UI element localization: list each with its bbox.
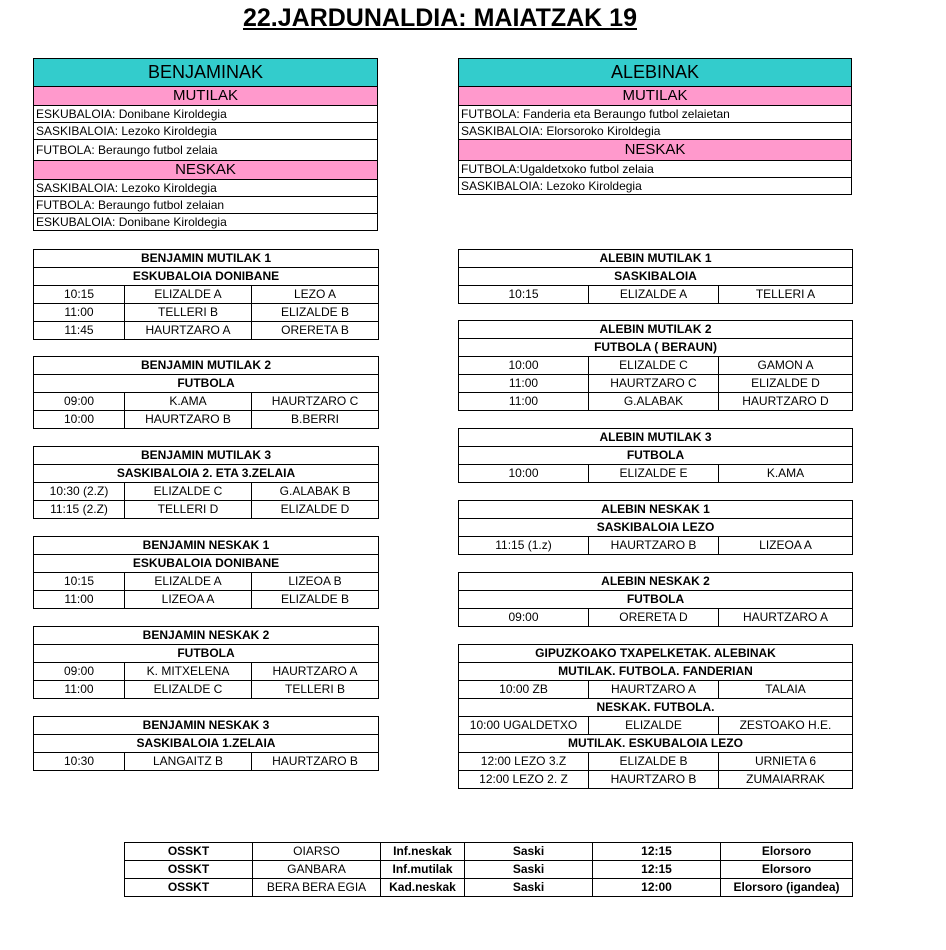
match-row [459, 753, 853, 771]
osskt-time: 12:15 [593, 861, 721, 879]
block-venue: SASKIBALOIA 1.ZELAIA [34, 735, 379, 753]
match-home-team: HAURTZARO A [125, 322, 252, 340]
match-home-team: LANGAITZ B [125, 753, 252, 771]
block-venue: SASKIBALOIA 2. ETA 3.ZELAIA [34, 465, 379, 483]
venue-line: ESKUBALOIA: Donibane Kiroldegia [34, 106, 378, 123]
block-title: BENJAMIN NESKAK 1 [34, 537, 379, 555]
alebinak-header: ALEBINAK [459, 59, 852, 87]
block-title: ALEBIN NESKAK 2 [459, 573, 853, 591]
block-title: ALEBIN NESKAK 1 [459, 501, 853, 519]
match-row [34, 286, 379, 304]
block-venue: MUTILAK. FUTBOLA. FANDERIAN [459, 663, 853, 681]
benjaminak-neskak-label: NESKAK [34, 161, 378, 180]
match-home-team: ELIZALDE C [125, 681, 252, 699]
match-home-team: HAURTZARO B [589, 771, 719, 789]
match-row [34, 573, 379, 591]
match-row [34, 393, 379, 411]
match-time: 10:00 ZB [459, 681, 589, 699]
match-row [459, 717, 853, 735]
match-row [459, 771, 853, 789]
match-row [459, 681, 853, 699]
match-home-team: HAURTZARO C [589, 375, 719, 393]
schedule-block [458, 500, 853, 555]
osskt-row [125, 879, 853, 897]
match-time: 09:00 [34, 393, 125, 411]
match-row [459, 375, 853, 393]
osskt-sport: Saski [465, 843, 593, 861]
match-row [459, 286, 853, 304]
match-away-team: ELIZALDE B [252, 591, 379, 609]
osskt-place: Elorsoro [721, 843, 853, 861]
block-title: BENJAMIN MUTILAK 3 [34, 447, 379, 465]
match-row [459, 393, 853, 411]
schedule-block [33, 356, 379, 429]
block-title: ALEBIN MUTILAK 1 [459, 250, 853, 268]
osskt-row [125, 861, 853, 879]
match-home-team: HAURTZARO A [589, 681, 719, 699]
venue-line: SASKIBALOIA: Lezoko Kiroldegia [34, 123, 378, 140]
match-away-team: TALAIA [719, 681, 853, 699]
block-title: BENJAMIN MUTILAK 2 [34, 357, 379, 375]
match-home-team: ELIZALDE C [589, 357, 719, 375]
match-time: 11:15 (1.z) [459, 537, 589, 555]
match-away-team: B.BERRI [252, 411, 379, 429]
match-home-team: TELLERI B [125, 304, 252, 322]
match-row [459, 537, 853, 555]
schedule-block [458, 428, 853, 483]
match-time: 11:00 [34, 304, 125, 322]
match-time: 11:00 [34, 681, 125, 699]
venue-line: FUTBOLA: Beraungo futbol zelaia [34, 140, 378, 161]
block-title: BENJAMIN NESKAK 3 [34, 717, 379, 735]
match-home-team: HAURTZARO B [125, 411, 252, 429]
osskt-opponent: OIARSO [253, 843, 381, 861]
match-row [34, 681, 379, 699]
venue-line: SASKIBALOIA: Lezoko Kiroldegia [34, 180, 378, 197]
match-row [459, 465, 853, 483]
match-time: 11:45 [34, 322, 125, 340]
match-time: 12:00 LEZO 2. Z [459, 771, 589, 789]
match-time: 10:15 [34, 286, 125, 304]
match-time: 10:15 [459, 286, 589, 304]
block-title: ALEBIN MUTILAK 2 [459, 321, 853, 339]
match-time: 11:00 [459, 375, 589, 393]
block-title: BENJAMIN MUTILAK 1 [34, 250, 379, 268]
block-title: BENJAMIN NESKAK 2 [34, 627, 379, 645]
match-home-team: ELIZALDE E [589, 465, 719, 483]
match-home-team: HAURTZARO B [589, 537, 719, 555]
osskt-category: Kad.neskak [381, 879, 465, 897]
schedule-block [458, 249, 853, 304]
osskt-sport: Saski [465, 879, 593, 897]
match-home-team: ORERETA D [589, 609, 719, 627]
gipuzkoa-table [458, 644, 853, 789]
match-away-team: HAURTZARO A [719, 609, 853, 627]
match-time: 09:00 [34, 663, 125, 681]
schedule-block [33, 626, 379, 699]
match-away-team: K.AMA [719, 465, 853, 483]
match-home-team: K. MITXELENA [125, 663, 252, 681]
match-away-team: LEZO A [252, 286, 379, 304]
osskt-table [124, 842, 853, 897]
match-away-team: ORERETA B [252, 322, 379, 340]
osskt-opponent: BERA BERA EGIA [253, 879, 381, 897]
schedule-block [458, 572, 853, 627]
match-away-team: ZUMAIARRAK [719, 771, 853, 789]
osskt-category: Inf.mutilak [381, 861, 465, 879]
match-time: 10:30 [34, 753, 125, 771]
match-away-team: HAURTZARO C [252, 393, 379, 411]
page-title: 22.JARDUNALDIA: MAIATZAK 19 [242, 4, 637, 32]
match-away-team: HAURTZARO B [252, 753, 379, 771]
match-away-team: ELIZALDE D [252, 501, 379, 519]
osskt-time: 12:00 [593, 879, 721, 897]
match-away-team: HAURTZARO D [719, 393, 853, 411]
match-home-team: ELIZALDE A [589, 286, 719, 304]
match-away-team: ELIZALDE B [252, 304, 379, 322]
block-venue: FUTBOLA [459, 447, 853, 465]
venue-line: FUTBOLA:Ugaldetxoko futbol zelaia [459, 161, 852, 178]
match-home-team: K.AMA [125, 393, 252, 411]
match-home-team: ELIZALDE [589, 717, 719, 735]
block-venue: ESKUBALOIA DONIBANE [34, 555, 379, 573]
venue-line: SASKIBALOIA: Lezoko Kiroldegia [459, 178, 852, 195]
block-title: ALEBIN MUTILAK 3 [459, 429, 853, 447]
osskt-row [125, 843, 853, 861]
block-venue: ESKUBALOIA DONIBANE [34, 268, 379, 286]
osskt-opponent: GANBARA [253, 861, 381, 879]
block-venue: FUTBOLA ( BERAUN) [459, 339, 853, 357]
osskt-sport: Saski [465, 861, 593, 879]
match-time: 09:00 [459, 609, 589, 627]
match-away-team: HAURTZARO A [252, 663, 379, 681]
match-row [34, 411, 379, 429]
alebinak-neskak-label: NESKAK [459, 140, 852, 161]
match-row [34, 483, 379, 501]
block-venue: FUTBOLA [459, 591, 853, 609]
block-venue: NESKAK. FUTBOLA. [459, 699, 853, 717]
match-row [34, 663, 379, 681]
block-venue: MUTILAK. ESKUBALOIA LEZO [459, 735, 853, 753]
block-venue: FUTBOLA [34, 645, 379, 663]
match-time: 10:00 UGALDETXO [459, 717, 589, 735]
venue-line: ESKUBALOIA: Donibane Kiroldegia [34, 214, 378, 231]
match-time: 10:00 [459, 357, 589, 375]
match-away-team: ZESTOAKO H.E. [719, 717, 853, 735]
match-home-team: ELIZALDE A [125, 573, 252, 591]
block-title: GIPUZKOAKO TXAPELKETAK. ALEBINAK [459, 645, 853, 663]
osskt-category: Inf.neskak [381, 843, 465, 861]
match-home-team: ELIZALDE B [589, 753, 719, 771]
osskt-club: OSSKT [125, 843, 253, 861]
match-away-team: TELLERI B [252, 681, 379, 699]
match-time: 12:00 LEZO 3.Z [459, 753, 589, 771]
venue-line: FUTBOLA: Beraungo futbol zelaian [34, 197, 378, 214]
match-away-team: GAMON A [719, 357, 853, 375]
block-venue: SASKIBALOIA [459, 268, 853, 286]
venue-line: FUTBOLA: Fanderia eta Beraungo futbol zelaietan [459, 106, 852, 123]
match-row [34, 591, 379, 609]
schedule-block [33, 716, 379, 771]
osskt-place: Elorsoro [721, 861, 853, 879]
block-venue: FUTBOLA [34, 375, 379, 393]
match-row [34, 501, 379, 519]
match-away-team: TELLERI A [719, 286, 853, 304]
match-home-team: TELLERI D [125, 501, 252, 519]
match-home-team: LIZEOA A [125, 591, 252, 609]
schedule-block [33, 249, 379, 340]
match-row [34, 304, 379, 322]
match-time: 10:00 [459, 465, 589, 483]
match-time: 10:15 [34, 573, 125, 591]
benjaminak-mutilak-label: MUTILAK [34, 87, 378, 106]
schedule-block [458, 320, 853, 411]
match-row [34, 753, 379, 771]
match-time: 10:00 [34, 411, 125, 429]
match-home-team: G.ALABAK [589, 393, 719, 411]
match-time: 11:00 [34, 591, 125, 609]
alebinak-summary [458, 58, 852, 195]
osskt-club: OSSKT [125, 879, 253, 897]
match-away-team: LIZEOA A [719, 537, 853, 555]
match-away-team: G.ALABAK B [252, 483, 379, 501]
match-home-team: ELIZALDE C [125, 483, 252, 501]
match-away-team: URNIETA 6 [719, 753, 853, 771]
match-home-team: ELIZALDE A [125, 286, 252, 304]
schedule-block [33, 536, 379, 609]
match-away-team: LIZEOA B [252, 573, 379, 591]
benjaminak-header: BENJAMINAK [34, 59, 378, 87]
venue-line: SASKIBALOIA: Elorsoroko Kiroldegia [459, 123, 852, 140]
match-time: 10:30 (2.Z) [34, 483, 125, 501]
match-row [459, 357, 853, 375]
match-time: 11:00 [459, 393, 589, 411]
alebinak-mutilak-label: MUTILAK [459, 87, 852, 106]
osskt-time: 12:15 [593, 843, 721, 861]
match-time: 11:15 (2.Z) [34, 501, 125, 519]
osskt-club: OSSKT [125, 861, 253, 879]
benjaminak-summary [33, 58, 378, 231]
match-away-team: ELIZALDE D [719, 375, 853, 393]
block-venue: SASKIBALOIA LEZO [459, 519, 853, 537]
match-row [34, 322, 379, 340]
match-row [459, 609, 853, 627]
osskt-place: Elorsoro (igandea) [721, 879, 853, 897]
schedule-block [33, 446, 379, 519]
